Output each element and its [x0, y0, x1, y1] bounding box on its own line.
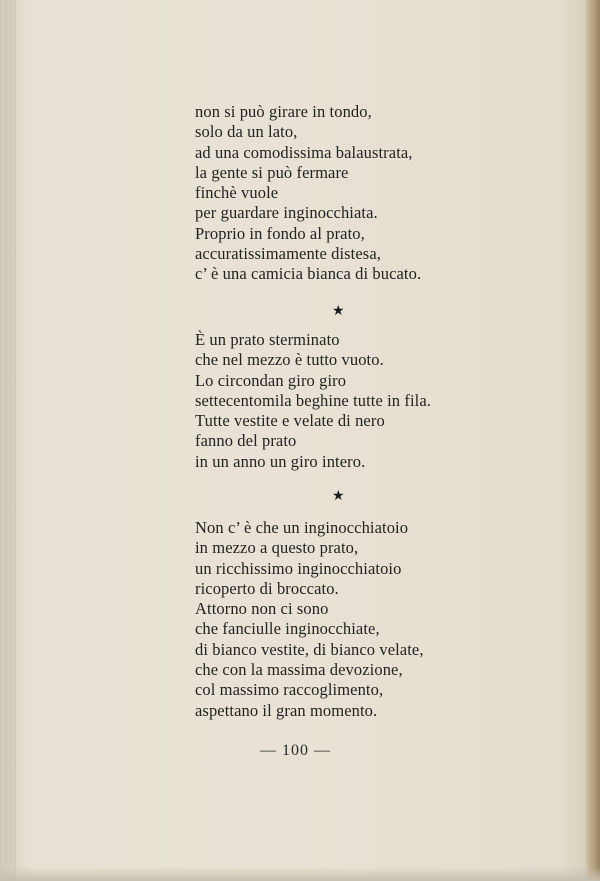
poem-line: Non c’ è che un inginocchiatoio [195, 518, 409, 537]
poem-line: ricoperto di broccato. [195, 578, 339, 598]
poem-line: Tutte vestite e velate di nero [195, 411, 385, 431]
poem-line: fanno del prato [195, 431, 297, 451]
poem-line: col massimo raccoglimento, [195, 680, 384, 700]
star-ornament-icon: ★ [332, 304, 345, 319]
poem-line: ad una comodissima balaustrata, [195, 142, 413, 162]
poem-line: Proprio in fondo al prato, [195, 223, 365, 243]
stanza-2 [195, 330, 431, 472]
poem-line: solo da un lato, [195, 122, 298, 142]
poem-line: di bianco vestite, di bianco velate, [195, 639, 424, 659]
stanza-1 [195, 102, 421, 285]
poem-line: che nel mezzo è tutto vuoto. [195, 350, 384, 370]
stanza-3 [195, 518, 424, 721]
poem-line: finchè vuole [195, 183, 279, 203]
poem-line: accuratissimamente distesa, [195, 244, 381, 264]
page-number: — 100 — [260, 742, 331, 759]
poem-line: aspettano il gran momento. [195, 700, 378, 720]
right-page-edge [584, 0, 600, 881]
star-ornament-icon: ★ [332, 489, 345, 504]
poem-line: per guardare inginocchiata. [195, 203, 378, 223]
poem-line: che fanciulle inginocchiate, [195, 619, 380, 639]
poem-line: c’ è una camicia bianca di bucato. [195, 264, 422, 284]
poem-line: la gente si può fermare [195, 162, 349, 182]
poem-line: Attorno non ci sono [195, 599, 329, 619]
poem-line: settecentomila beghine tutte in fila. [195, 390, 431, 410]
poem-line: È un prato sterminato [195, 330, 340, 349]
poem-line: che con la massima devozione, [195, 660, 403, 680]
poem-line: un ricchissimo inginocchiatoio [195, 558, 402, 578]
poem-line: non si può girare in tondo, [195, 102, 372, 121]
poem-line: in mezzo a questo prato, [195, 538, 359, 558]
left-page-edge [0, 0, 16, 881]
poem-line: Lo circondan giro giro [195, 370, 347, 390]
poem-line: in un anno un giro intero. [195, 451, 366, 471]
bottom-page-edge [0, 867, 600, 881]
